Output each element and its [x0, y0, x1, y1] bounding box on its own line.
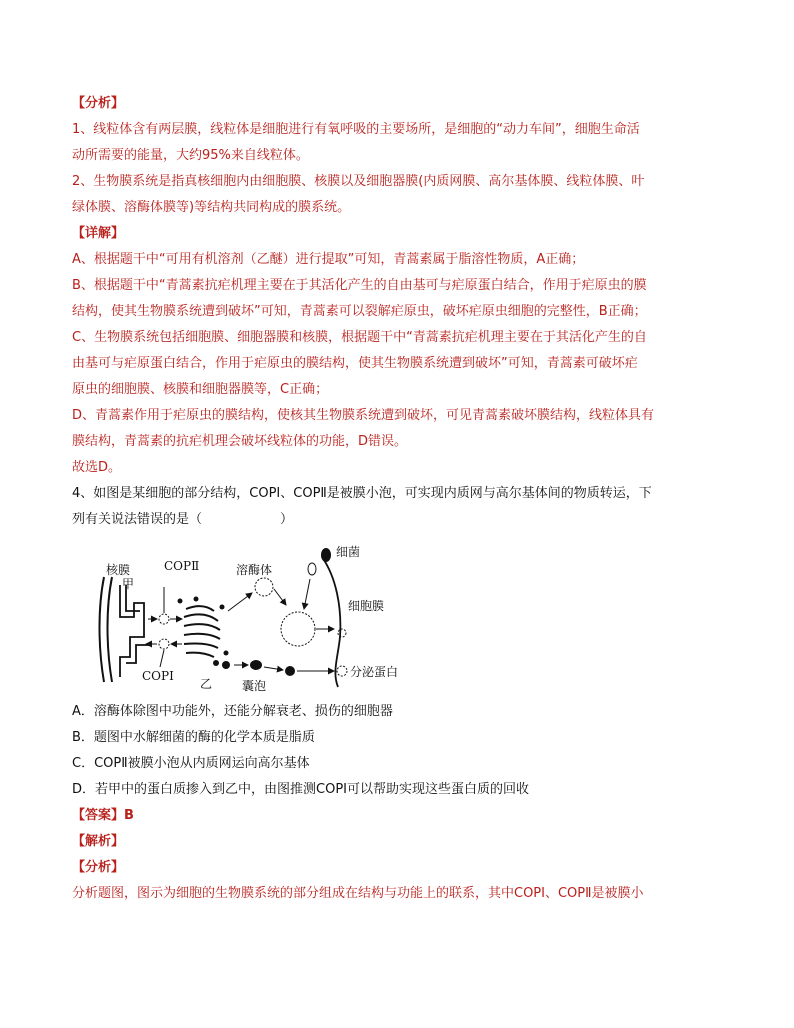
option-c: C．COPⅡ被膜小泡从内质网运向高尔基体 — [72, 756, 310, 771]
analysis-line: 动所需要的能量，大约95%来自线粒体。 — [72, 148, 309, 163]
endoplasmic-reticulum-shape — [120, 585, 150, 677]
label-secreted-protein: 分泌蛋白 — [350, 665, 399, 679]
detail-line: B、根据题干中“青蒿素抗疟机理主要在于其活化产生的自由基可与疟原蛋白结合，作用于疟原虫的膜 — [72, 278, 647, 293]
detail-line: 膜结构，青蒿素的抗疟机理会破坏线粒体的功能，D错误。 — [72, 434, 408, 449]
explanation-heading: 【解析】 — [72, 834, 125, 849]
detail-line: 由基可与疟原蛋白结合，作用于疟原虫的膜结构，使其生物膜系统遭到破坏”可知，青蒿素可破坏疟 — [72, 356, 638, 371]
option-b: B．题图中水解细菌的酶的化学本质是脂质 — [72, 730, 315, 745]
detail-line: A、根据题干中“可用有机溶剂（乙醚）进行提取”可知，青蒿素属于脂溶性物质，A正确； — [72, 252, 585, 267]
label-jia: 甲 — [122, 577, 135, 591]
analysis-heading-2: 【分析】 — [72, 860, 125, 875]
label-copi: COPⅠ — [142, 669, 174, 683]
label-copii: COPⅡ — [164, 559, 200, 573]
cell-membrane-shape — [322, 557, 340, 687]
copi-vesicle — [159, 639, 169, 649]
label-lysosome: 溶酶体 — [236, 563, 273, 577]
copii-vesicle — [159, 614, 169, 624]
question-stem: 4、如图是某细胞的部分结构，COPⅠ、COPⅡ是被膜小泡，可实现内质网与高尔基体间的物质转运，下 — [72, 486, 652, 501]
nuclear-membrane-shape — [100, 577, 113, 682]
analysis-text: 分析题图，图示为细胞的生物膜系统的部分组成在结构与功能上的联系，其中COPⅠ、COPⅡ是被膜小 — [72, 886, 644, 901]
analysis-line: 1、线粒体含有两层膜，线粒体是细胞进行有氧呼吸的主要场所，是细胞的“动力车间”，细胞生命活 — [72, 122, 640, 137]
label-nuclear-membrane: 核膜 — [106, 563, 131, 577]
golgi-apparatus-shape — [184, 606, 220, 657]
detail-line: 结构，使其生物膜系统遭到破坏”可知，青蒿素可以裂解疟原虫，破坏疟原虫细胞的完整性，B正确； — [72, 304, 647, 319]
option-d: D．若甲中的蛋白质掺入到乙中，由图推测COPⅠ可以帮助实现这些蛋白质的回收 — [72, 782, 529, 797]
analysis-heading: 【分析】 — [72, 96, 125, 111]
bacterium-shape — [308, 563, 316, 575]
vesicle-shape — [250, 660, 262, 670]
analysis-line: 2、生物膜系统是指真核细胞内由细胞膜、核膜以及细胞器膜(内质网膜、高尔基体膜、线粒体膜、叶 — [72, 174, 645, 189]
detail-line: D、青蒿素作用于疟原虫的膜结构，使核其生物膜系统遭到破坏，可见青蒿素破坏膜结构，线粒体具有 — [72, 408, 655, 423]
question-stem: 列有关说法错误的是（ ） — [72, 512, 294, 527]
option-a: A．溶酶体除图中功能外，还能分解衰老、损伤的细胞器 — [72, 704, 393, 719]
label-cell-membrane: 细胞膜 — [348, 599, 385, 613]
document-page — [72, 91, 722, 907]
cell-structure-figure — [96, 537, 426, 697]
phagolysosome-shape — [281, 612, 315, 646]
detail-line: 原虫的细胞膜、核膜和细胞器膜等，C正确； — [72, 382, 329, 397]
lysosome-shape — [255, 578, 273, 596]
answer-label: 【答案】B — [72, 808, 134, 823]
label-bacteria: 细菌 — [336, 545, 361, 559]
label-vesicle: 囊泡 — [242, 679, 267, 693]
detail-heading: 【详解】 — [72, 226, 125, 241]
analysis-line: 绿体膜、溶酶体膜等)等结构共同构成的膜系统。 — [72, 200, 351, 215]
label-yi: 乙 — [200, 677, 213, 691]
detail-conclusion: 故选D。 — [72, 460, 122, 475]
detail-line: C、生物膜系统包括细胞膜、细胞器膜和核膜，根据题干中“青蒿素抗疟机理主要在于其活化产生的自 — [72, 330, 647, 345]
